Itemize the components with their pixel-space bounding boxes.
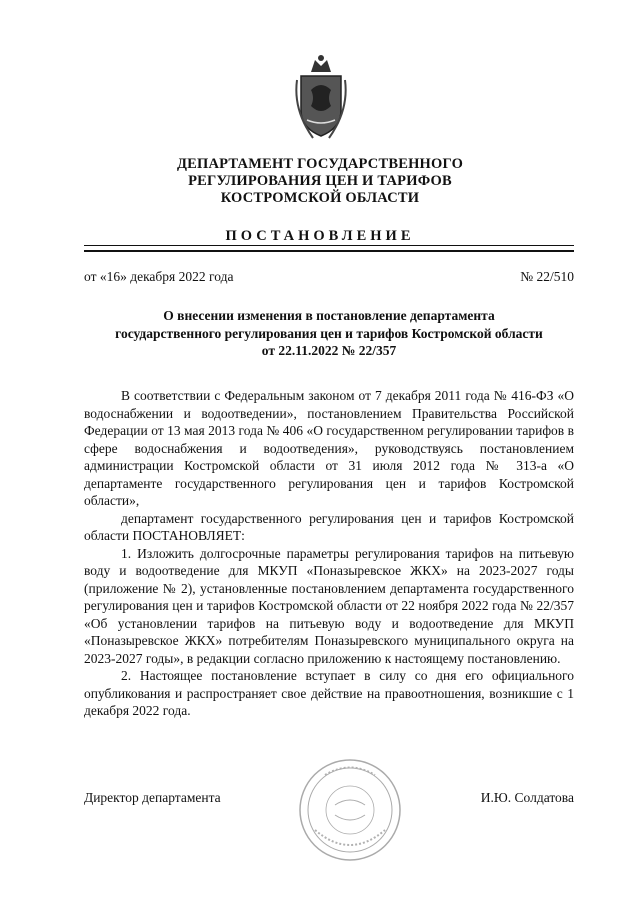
coat-of-arms-emblem [293, 50, 349, 142]
subject-line-2: государственного регулирования цен и тарифов Костромской области [115, 325, 543, 341]
header-line-3: КОСТРОМСКОЙ ОБЛАСТИ [220, 190, 420, 206]
document-date: от «16» декабря 2022 года [84, 269, 234, 284]
signatory-position: Директор департамента [84, 790, 221, 805]
header-line-2: РЕГУЛИРОВАНИЯ ЦЕН И ТАРИФОВ [188, 173, 452, 189]
body-paragraph-resolves: департамент государственного регулирования цен и тарифов Костромской области ПОСТАНОВЛЯЕТ: [84, 510, 574, 543]
body-paragraph-preamble: В соответствии с Федеральным законом от 7 декабря 2011 года № 416-ФЗ «О водоснабжении и водоотведении», постановлением Правительства Российской Федерации от 13 мая 2013 года № 406 «О государственном регулировании тарифов в сфере водоснабжения и водоотведения», руководствуясь постановлением администрации Костромской области от 31 июля 2012 года № 313-а «О департаменте государственного регулирования цен и тарифов Костромской области», [84, 388, 574, 508]
official-seal-stamp [295, 755, 405, 865]
document-body [84, 387, 574, 720]
signatory-name: И.Ю. Солдатова [480, 790, 574, 805]
document-number: № 22/510 [520, 269, 574, 284]
subject-line-3: от 22.11.2022 № 22/357 [261, 343, 397, 358]
body-paragraph-item-1: 1. Изложить долгосрочные параметры регулирования тарифов на питьевую воду и водоотведение для МКУП «Поназыревское ЖКХ» на 2023-2027 годы (приложение № 2), установленные постановлением департамента государственного регулирования цен и тарифов Костромской области от 22 ноября 2022 года № 22/357 «Об установлении тарифов на питьевую воду и водоотведение для МКУП «Поназыревское ЖКХ» потребителям Поназыревского муниципального округа на 2023-2027 годы», в редакции согласно приложению к настоящему постановлению. [84, 545, 574, 666]
body-paragraph-item-2: 2. Настоящее постановление вступает в силу со дня его официального опубликования и распространяет свое действие на правоотношения, возникшие с 1 декабря 2022 года. [84, 668, 574, 718]
subject-line-1: О внесении изменения в постановление департамента [163, 308, 495, 323]
title-divider [84, 245, 574, 252]
document-subject [84, 307, 574, 360]
header-line-1: ДЕПАРТАМЕНТ ГОСУДАРСТВЕННОГО [176, 156, 464, 172]
document-type-title: ПОСТАНОВЛЕНИЕ [225, 228, 415, 244]
department-header [80, 156, 560, 207]
